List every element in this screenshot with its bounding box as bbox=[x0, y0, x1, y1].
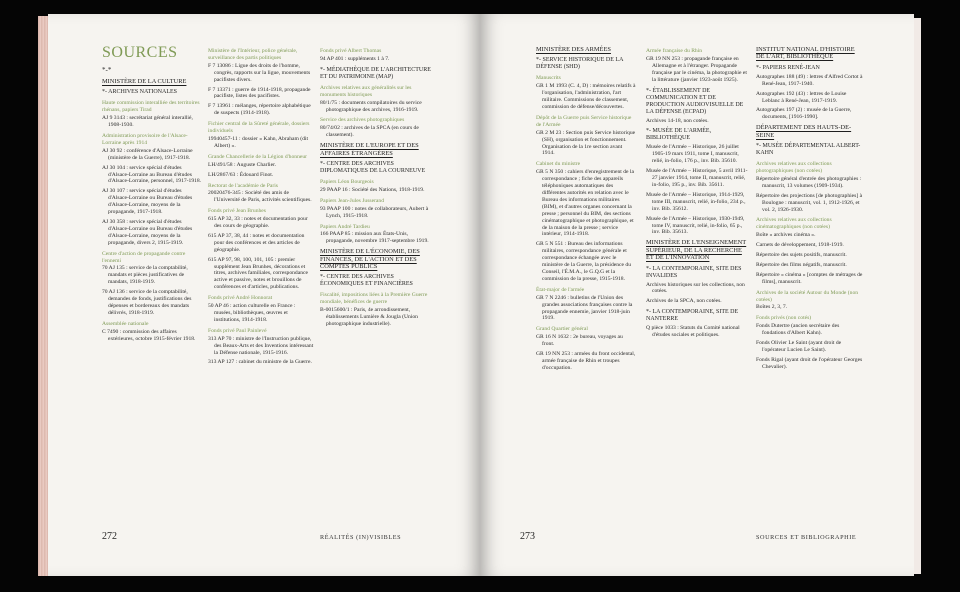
source-entry: LH/491/58 : Auguste Charlier. bbox=[208, 161, 277, 168]
source-entry: Archives de la SPCA, non cotées. bbox=[646, 298, 722, 305]
source-entry: Boîtes 2, 3, 7. bbox=[756, 304, 788, 311]
section-heading: DÉPARTEMENT DES HAUTS-DE-SEINE bbox=[756, 124, 852, 139]
source-entry: AJ 30 358 : service spécial d'études d'Alsace-Lorraine ou Bureau d'études d'Alsace-Lorraine, moyens de la propagande, divers 2, 1915-1919. bbox=[102, 219, 193, 246]
fonds-heading: Fiscalité, impositions liées à la Première Guerre mondiale, bénéfices de guerre bbox=[320, 292, 428, 306]
fonds-heading: Cabinet du ministre bbox=[536, 161, 581, 168]
fonds-heading: Archives relatives aux généralités sur les monuments historiques bbox=[320, 84, 412, 98]
source-entry: 615 AP 37, 38, 44 : notes et documentation pour des conférences et des articles de géographie. bbox=[208, 232, 305, 253]
section-heading: MINISTÈRE DE L'ÉCONOMIE, DES FINANCES, DE L'ACTION ET DES COMPTES PUBLICS bbox=[320, 248, 420, 271]
source-entry: Musée de l'Armée – Historique, 1930-1949, tome IV, manuscrit, relié, in-folio, 65 p., inv. Bib. 35613. bbox=[646, 215, 745, 236]
archive-heading: *- CENTRE DES ARCHIVES ÉCONOMIQUES ET FINANCIÈRES bbox=[320, 274, 413, 288]
fonds-heading: État-major de l'armée bbox=[536, 286, 585, 293]
section-heading: INSTITUT NATIONAL D'HISTOIRE DE L'ART, BIBLIOTHÈQUE bbox=[756, 46, 855, 61]
source-entry: AJ 30 107 : service spécial d'études d'Alsace-Lorraine ou Bureau d'études d'Alsace-Lorraine, moyens de la propagande, 1917-1918. bbox=[102, 188, 193, 216]
source-entry: Archives historiques sur les collections, non cotées. bbox=[646, 281, 745, 295]
fonds-heading: Grand Quartier général bbox=[536, 326, 588, 333]
source-entry: GR 19 NN 253 : propagande française en Allemagne et à l'étranger. Propagande française par le cinéma, la photographie et la littérature (janvier 1923-août 1925). bbox=[646, 55, 747, 83]
source-entry: Répertoire des sujets positifs, manuscrit. bbox=[756, 252, 847, 259]
entry-list bbox=[102, 78, 202, 343]
source-entry: AJ 9 3143 : secrétariat général interallié, 1908-1930. bbox=[102, 115, 193, 129]
page-number-right: 273 bbox=[520, 531, 535, 542]
page-title: SOURCES bbox=[102, 44, 178, 61]
left-column-1 bbox=[102, 44, 202, 346]
source-entry: 615 AP 32, 33 : notes et documentation pour des cours de géographie. bbox=[208, 216, 308, 230]
source-entry: Fonds Olivier Le Saint (ayant droit de l'opérateur Lucien Le Saint). bbox=[756, 340, 842, 353]
fonds-heading: Archives relatives aux collections photographiques (non cotées) bbox=[756, 161, 832, 174]
fonds-heading: Papiers Léon Bourgeois bbox=[320, 178, 374, 185]
source-entry: 19940457-11 : dossier « Kahn, Abraham (dit Albert) ». bbox=[208, 135, 308, 149]
fonds-heading: Assemblée nationale bbox=[102, 320, 149, 327]
archive-heading: *- SERVICE HISTORIQUE DE LA DÉFENSE (SHD) bbox=[536, 57, 624, 71]
source-entry: C 7490 : commission des affaires extérieures, octobre 1915-février 1918. bbox=[102, 328, 196, 342]
fonds-heading: Fichier central de la Sûreté générale, dossiers individuels bbox=[208, 121, 310, 135]
fonds-heading: Fonds privé Jean Brunhes bbox=[208, 208, 266, 215]
source-entry: Boîte « archives cinéma ». bbox=[756, 232, 816, 239]
source-entry: Répertoire des films négatifs, manuscrit. bbox=[756, 261, 847, 268]
title-ornament: *-* bbox=[102, 66, 112, 74]
source-entry: Fonds Dutertre (ancien secrétaire des fondations d'Albert Kahn). bbox=[756, 323, 840, 337]
fonds-heading: Fonds privés (non cotés) bbox=[756, 315, 812, 322]
entry-list bbox=[208, 48, 314, 366]
fonds-heading: Rectorat de l'académie de Paris bbox=[208, 182, 278, 189]
fonds-heading: Fonds privé Paul Painlevé bbox=[208, 327, 267, 334]
source-entry: Répertoire général d'entrée des photographies : manuscrit, 13 volumes (1909-1934). bbox=[756, 175, 862, 189]
running-head-left: RÉALITÉS (IN)VISIBLES bbox=[320, 534, 402, 541]
source-entry: AJ 30 104 : service spécial d'études d'Alsace-Lorraine au Bureau d'études d'Alsace-Lorraine, personnel, 1917-1918. bbox=[102, 164, 202, 185]
left-page bbox=[48, 14, 480, 576]
fonds-heading: Fonds privé André Honnorat bbox=[208, 295, 273, 302]
source-entry: Musée de l'Armée – Historique, 1914-1929, tome III, manuscrit, relié, in-folio, 234 p., inv. Bib. 35612. bbox=[646, 191, 746, 212]
fonds-heading: Archives de la société Autour du Monde (non cotées) bbox=[756, 289, 859, 303]
source-entry: GR 5 N 551 : Bureau des informations militaires, correspondance générale et correspondance échangée avec le ministère de la Guerre, la présidence du Conseil, l'É.M.A., le G.Q.G et la commission de la presse, 1915-1918. bbox=[536, 241, 631, 282]
archive-heading: *- LA CONTEMPORAINE, SITE DES INVALIDES bbox=[646, 265, 742, 279]
source-entry: Autographes 192 (43) : lettres de Louise Leblanc à René-Jean, 1917-1919. bbox=[756, 90, 847, 104]
source-entry: GR 7 N 2246 : bulletins de l'Union des grandes associations françaises contre la propagande ennemie, janvier 1918-juin 1919. bbox=[536, 294, 633, 322]
section-heading: MINISTÈRE DE L'EUROPE ET DES AFFAIRES ÉTRANGÈRES bbox=[320, 142, 419, 157]
source-entry: 29 PAAP 16 : Société des Nations, 1918-1919. bbox=[320, 186, 425, 193]
source-entry: GR 16 N 1632 : 2e bureau, voyages au front. bbox=[536, 334, 623, 348]
fonds-heading: Papiers André Tardieu bbox=[320, 223, 370, 230]
entry-list bbox=[536, 46, 636, 372]
fonds-heading: Papiers Jean-Jules Jusserand bbox=[320, 197, 385, 204]
source-entry: 615 AP 97, 98, 100, 101, 105 : premier supplément Jean Brunhes, décorations et titres, archives familiales, correspondance active et passive, notes et brouillons de conférences et d'articles, publications. bbox=[208, 256, 308, 291]
source-entry: 80/74/02 : archives de la SPCA (en cours de classement). bbox=[320, 125, 419, 139]
entry-list bbox=[320, 48, 432, 328]
source-entry: Q pièce 1033 : Statuts du Comité national d'études sociales et politiques. bbox=[646, 325, 740, 339]
page-number-left: 272 bbox=[102, 531, 117, 542]
source-entry: 70 AJ 135 : service de la comptabilité, mandats et pièces justificatives de mandats, 1918-1919. bbox=[102, 265, 188, 286]
fonds-heading: Armée française du Rhin bbox=[646, 48, 703, 54]
source-entry: Répertoire des projections [de photographies] à Boulogne : manuscrit, vol. 1, 1912-1926, et vol. 2, 1926-1930. bbox=[756, 192, 863, 213]
section-heading: MINISTÈRE DE LA CULTURE bbox=[102, 78, 187, 85]
right-column-3 bbox=[756, 44, 864, 374]
source-entry: F 7 13086 : Ligue des droits de l'homme, congrès, rapports sur la ligue, mouvements pacifistes divers. bbox=[208, 62, 311, 83]
source-entry: 313 AP 70 : ministre de l'Instruction publique, des Beaux-Arts et des Inventions intéressant la Défense nationale, 1915-1916. bbox=[208, 335, 314, 356]
fonds-heading: Grande Chancellerie de la Légion d'honneur bbox=[208, 153, 308, 160]
right-column-2 bbox=[646, 44, 750, 342]
source-entry: Autographes 197 (2) : musée de la Guerre, documents, [1916-1990]. bbox=[756, 107, 852, 121]
source-entry: 313 AP 127 : cabinet du ministre de la Guerre. bbox=[208, 359, 312, 366]
source-entry: Fonds Rigal (ayant droit de l'opérateur Georges Chevalier). bbox=[756, 356, 863, 370]
entry-list bbox=[756, 46, 864, 371]
entry-list bbox=[646, 48, 750, 339]
source-entry: Autographes 188 (49) : lettres d'Alfred Cortot à René-Jean, 1917-1940. bbox=[756, 73, 863, 87]
fonds-heading: Haute commission interalliée des territoires rhénans, papiers Tirad bbox=[102, 100, 200, 114]
source-entry: GR 5 N 350 : cahiers d'enregistrement de la correspondance ; fiche des appareils téléphoniques automatiques des différentes autorités en relation avec le Bureau des informations militaires (BIM), et d'autres organes concernant la presse ; personnel du BIM, des sections cinématographique et photographique, et de la maison de la presse ; service intérieur, 1914-1918. bbox=[536, 169, 634, 238]
fonds-heading: Ministère de l'Intérieur, police générale, surveillance des partis politiques bbox=[208, 48, 298, 61]
source-entry: Carnets de développement, 1918-1919. bbox=[756, 242, 844, 249]
archive-heading: *- MUSÉE DÉPARTEMENTAL ALBERT-KAHN bbox=[756, 143, 861, 157]
left-column-2 bbox=[208, 44, 314, 369]
archive-heading: *- LA CONTEMPORAINE, SITE DE NANTERRE bbox=[646, 309, 739, 323]
source-entry: 80/1/75 : documents compilatoires du service photographique des archives, 1916-1919. bbox=[320, 99, 422, 113]
source-entry: GR 1 M 1993 (C. 4, D) : mémoires relatifs à l'organisation, l'administration, l'art militaire. Commissions de classement, commission de défense/découvertes. bbox=[536, 83, 636, 111]
archive-heading: *- MUSÉE DE L'ARMÉE, BIBLIOTHÈQUE bbox=[646, 128, 712, 142]
fonds-heading: Fonds privé Albert Thomas bbox=[320, 48, 382, 54]
source-entry: F 7 13371 : guerre de 1914-1918, propagande pacifiste, listes des pacifistes. bbox=[208, 86, 311, 100]
source-entry: F 7 13961 : mélanges, répertoire alphabétique de suspects (1914-1918). bbox=[208, 103, 311, 117]
source-entry: GR 2 M 23 : Section puis Service historique (SH), organisation et fonctionnement. Organisation de la 1re section avant 1914. bbox=[536, 129, 636, 157]
fonds-heading: Service des archives photographiques bbox=[320, 117, 405, 124]
fonds-heading: Manuscrits bbox=[536, 75, 561, 82]
source-entry: Archives 14-18, non cotées. bbox=[646, 117, 709, 124]
section-heading: MINISTÈRE DES ARMÉES bbox=[536, 46, 611, 53]
source-entry: 94 AP 401 : suppléments 1 à 7. bbox=[320, 55, 390, 62]
right-column-1 bbox=[536, 44, 636, 375]
source-entry: 50 AP 46 : action culturelle en France : musées, bibliothèques, œuvres et institutions, 1914-1918. bbox=[208, 303, 296, 323]
source-entry: 70 AJ 136 : service de la comptabilité, demandes de fonds, justifications des dépenses et bordereaux des mandats délivrés, 1918-1919. bbox=[102, 289, 192, 316]
archive-heading: *- ARCHIVES NATIONALES bbox=[102, 89, 177, 96]
archive-heading: *- MÉDIATHÈQUE DE L'ARCHITECTURE ET DU PATRIMOINE (MAP) bbox=[320, 66, 431, 80]
right-page bbox=[480, 14, 914, 576]
archive-heading: *- PAPIERS RENÉ-JEAN bbox=[756, 64, 820, 71]
source-entry: Répertoire « cinéma » [comptes de métrages de films], manuscrit. bbox=[756, 271, 863, 285]
source-entry: LH/2867/63 : Édouard Finot. bbox=[208, 171, 274, 178]
source-entry: AJ 30 92 : conférence d'Alsace-Lorraine (ministère de la Guerre), 1917-1918. bbox=[102, 147, 193, 161]
source-entry: 20020476-345 : Société des amis de l'Université de Paris, activités scientifiques. bbox=[208, 190, 312, 204]
left-column-3 bbox=[320, 44, 432, 331]
fonds-heading: Dépôt de la Guerre puis Service historique de l'Armée bbox=[536, 114, 632, 128]
source-entry: B-0015600/1 : Paris, 4e arrondissement, établissements Lumière & Jougla (Union photographique industrielle). bbox=[320, 307, 418, 328]
fonds-heading: Archives relatives aux collections cinématographiques (non cotées) bbox=[756, 217, 832, 231]
fonds-heading: Centre d'action de propagande contre l'ennemi bbox=[102, 250, 186, 264]
section-heading: MINISTÈRE DE L'ENSEIGNEMENT SUPÉRIEUR, DE LA RECHERCHE ET DE L'INNOVATION bbox=[646, 239, 747, 262]
source-entry: 166 PAAP 85 : mission aux États-Unis, propagande, novembre 1917-septembre 1919. bbox=[320, 231, 429, 245]
fonds-heading: Administration provisoire de l'Alsace-Lorraine après 1914 bbox=[102, 133, 188, 146]
source-entry: GR 19 NN 253 : armées du front occidental, armée française de Rhin et troupes d'occupation. bbox=[536, 351, 636, 371]
archive-heading: *- CENTRE DES ARCHIVES DIPLOMATIQUES DE LA COURNEUVE bbox=[320, 160, 426, 174]
source-entry: Musée de l'Armée – Historique, 26 juillet 1905-19 mars 1911, tome I, manuscrit, relié, in-folio, 176 p., inv. Bib. 35610. bbox=[646, 144, 739, 165]
source-entry: 93 PAAP 100 : notes de collaborateurs, Aubert à Lynch, 1915-1918. bbox=[320, 205, 429, 219]
archive-heading: *- ÉTABLISSEMENT DE COMMUNICATION ET DE PRODUCTION AUDIOVISUELLE DE LA DÉFENSE (ECPAD) bbox=[646, 87, 744, 115]
source-entry: Musée de l'Armée – Historique, 5 avril 1911-27 janvier 1914, tome II, manuscrit, relié, in-folio, 195 p., inv. Bib. 35611. bbox=[646, 168, 748, 188]
running-head-right: SOURCES ET BIBLIOGRAPHIE bbox=[756, 534, 857, 541]
